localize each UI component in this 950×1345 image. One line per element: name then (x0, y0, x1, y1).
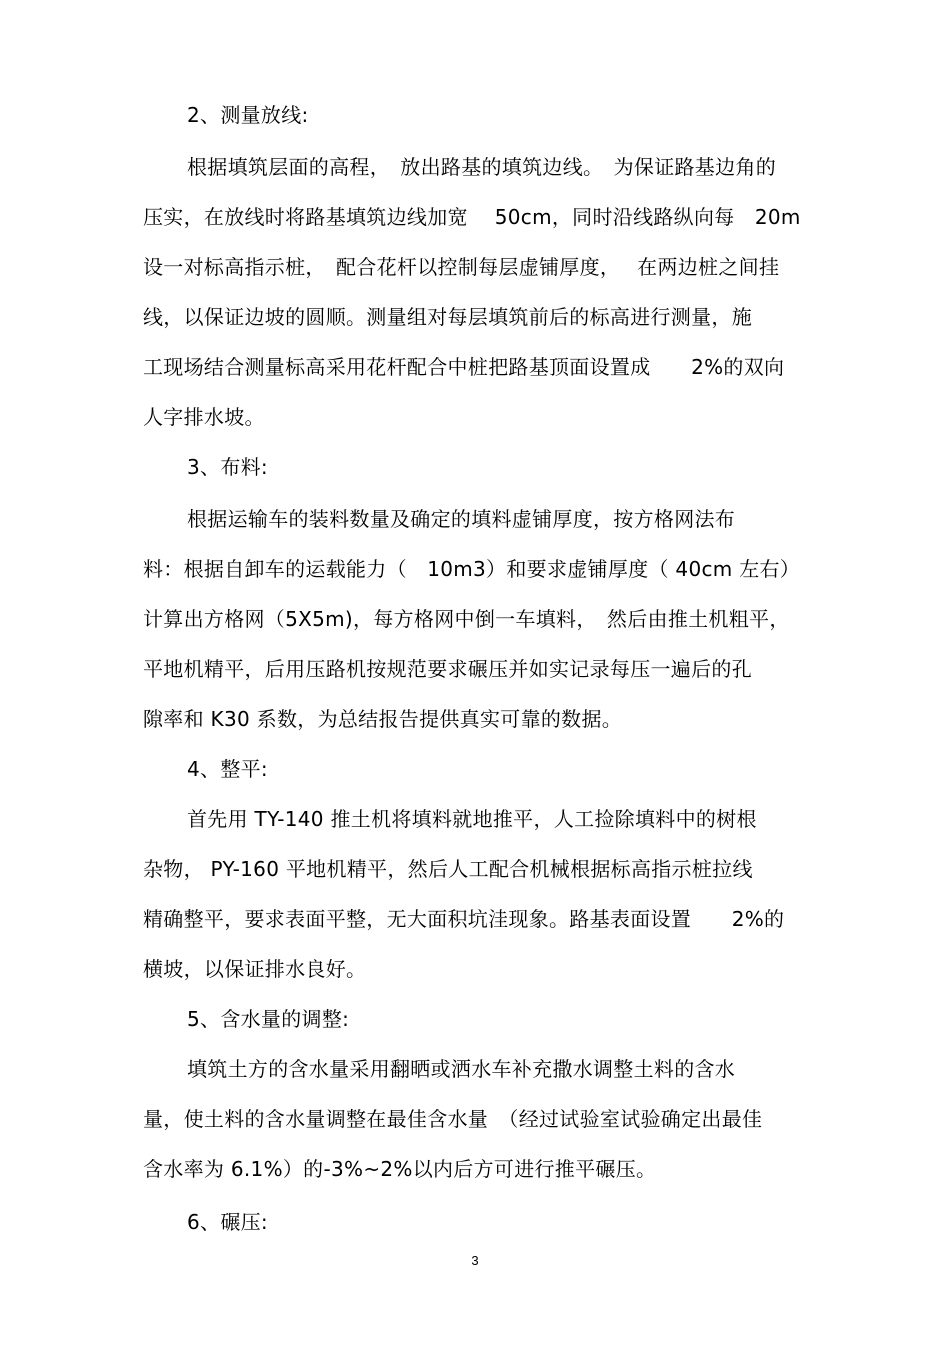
section-heading-distribution: 3、布料: (187, 455, 268, 479)
paragraph-line: 工现场结合测量标高采用花杆配合中桩把路基顶面设置成 2%的双向 (143, 355, 785, 379)
paragraph-line: 填筑土方的含水量采用翻晒或洒水车补充撒水调整土料的含水 (187, 1057, 736, 1081)
paragraph-line: 横坡，以保证排水良好。 (143, 957, 367, 981)
paragraph-line: 含水率为 6.1%）的-3%~2%以内后方可进行推平碾压。 (143, 1157, 657, 1181)
paragraph-line: 人字排水坡。 (143, 405, 265, 429)
paragraph-line: 精确整平，要求表面平整，无大面积坑洼现象。路基表面设置 2%的 (143, 907, 785, 931)
paragraph-line: 料：根据自卸车的运载能力（ 10m3）和要求虚铺厚度（ 40cm 左右） (143, 557, 801, 581)
paragraph-line: 线，以保证边坡的圆顺。测量组对每层填筑前后的标高进行测量，施 (143, 305, 752, 329)
paragraph-line: 平地机精平，后用压路机按规范要求碾压并如实记录每压一遍后的孔 (143, 657, 752, 681)
section-heading-moisture: 5、含水量的调整: (187, 1007, 350, 1031)
page-number: 3 (471, 1253, 479, 1268)
paragraph-line: 设一对标高指示桩， 配合花杆以控制每层虚铺厚度， 在两边桩之间挂 (143, 255, 780, 279)
paragraph-line: 杂物， PY-160 平地机精平，然后人工配合机械根据标高指示桩拉线 (143, 857, 753, 881)
paragraph-line: 根据填筑层面的高程， 放出路基的填筑边线。 为保证路基边角的 (187, 155, 776, 179)
section-heading-compaction: 6、碾压: (187, 1210, 268, 1234)
section-heading-survey: 2、测量放线: (187, 103, 309, 127)
paragraph-line: 量，使土料的含水量调整在最佳含水量 （经过试验室试验确定出最佳 (143, 1107, 763, 1131)
paragraph-line: 首先用 TY-140 推土机将填料就地推平，人工捡除填料中的树根 (187, 807, 757, 831)
paragraph-line: 计算出方格网（5X5m)，每方格网中倒一车填料， 然后由推土机粗平， (143, 607, 790, 631)
paragraph-line: 隙率和 K30 系数，为总结报告提供真实可靠的数据。 (143, 707, 623, 731)
paragraph-line: 压实，在放线时将路基填筑边线加宽 50cm，同时沿线路纵向每 20m (143, 205, 801, 229)
paragraph-line: 根据运输车的装料数量及确定的填料虚铺厚度，按方格网法布 (187, 507, 736, 531)
section-heading-leveling: 4、整平: (187, 757, 268, 781)
